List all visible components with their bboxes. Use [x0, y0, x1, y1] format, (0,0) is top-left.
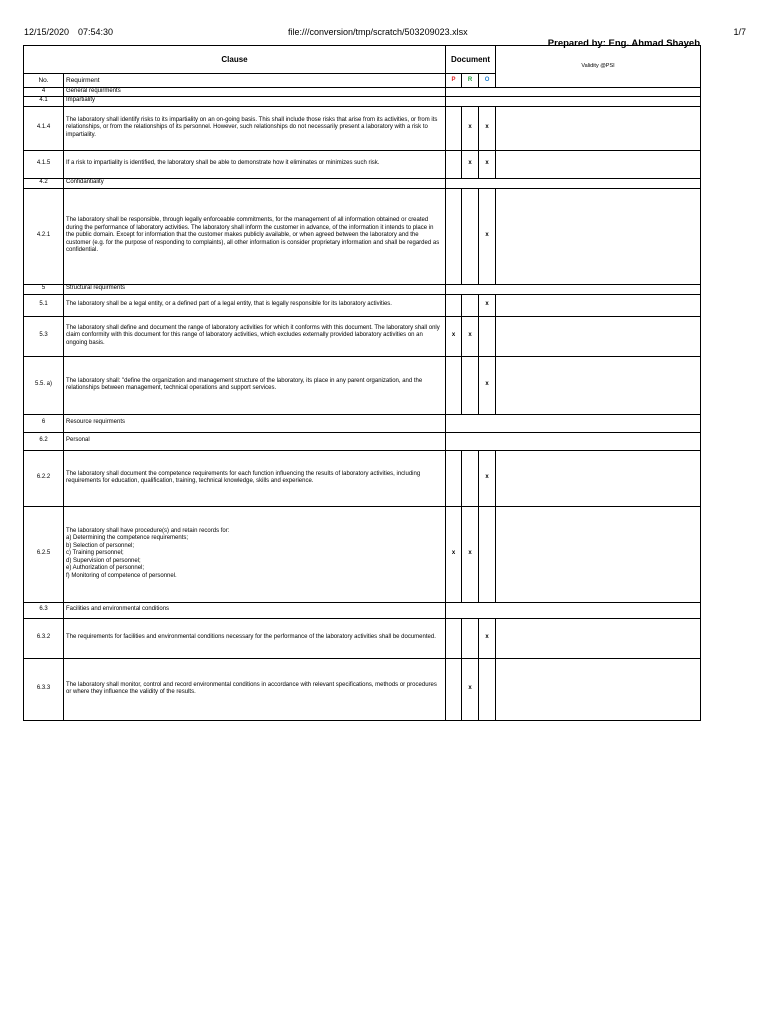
mark-r: x [462, 658, 479, 720]
mark-o: x [479, 188, 496, 284]
requirement-text: The laboratory shall have procedure(s) and retain records for: a) Determining the competence requirements; b) Selection of personnel; c) Training personnel; d) Supervision of personnel; e) Authorization of personnel; f) Monitoring of competence of personnel. [64, 506, 446, 602]
table-row [24, 284, 701, 294]
mark-o: x [479, 150, 496, 178]
section-spacer [446, 178, 701, 188]
mark-p: x [446, 316, 462, 356]
table-row [24, 618, 701, 658]
mark-p [446, 450, 462, 506]
clause-number: 6.3.3 [24, 658, 64, 720]
clause-number: 5.1 [24, 294, 64, 316]
requirement-text: The laboratory shall be a legal entity, or a defined part of a legal entity, that is legally responsible for its laboratory activities. [64, 294, 446, 316]
clause-header: Clause [24, 46, 446, 74]
section-spacer [446, 432, 701, 450]
requirement-text: Impartiality [64, 96, 446, 106]
validity-cell [496, 188, 701, 284]
mark-p [446, 356, 462, 414]
mark-o [479, 316, 496, 356]
table-row [24, 316, 701, 356]
table-row [24, 450, 701, 506]
table-row [24, 432, 701, 450]
mark-r: x [462, 506, 479, 602]
requirement-text: The laboratory shall document the competence requirements for each function influencing the results of laboratory activities, including requirements for education, qualification, training, technical knowledge, skills and experience. [64, 450, 446, 506]
mark-p [446, 294, 462, 316]
mark-o [479, 658, 496, 720]
col-p-header: P [446, 74, 462, 88]
mark-r: x [462, 106, 479, 150]
print-time: 07:54:30 [78, 27, 114, 37]
clause-number: 6.2.2 [24, 450, 64, 506]
requirements-table [23, 45, 701, 721]
requirement-text: The requirements for facilities and environmental conditions necessary for the performance of the laboratory activities shall be documented. [64, 618, 446, 658]
col-o-header: O [479, 74, 496, 88]
mark-o: x [479, 294, 496, 316]
mark-o: x [479, 450, 496, 506]
clause-number: 4.1 [24, 96, 64, 106]
requirement-text: Structural requirments [64, 284, 446, 294]
section-spacer [446, 602, 701, 618]
table-row [24, 106, 701, 150]
clause-number: 4 [24, 88, 64, 97]
table-row [24, 150, 701, 178]
validity-cell [496, 658, 701, 720]
requirement-text: If a risk to impartiality is identified, the laboratory shall be able to demonstrate how it eliminates or minimizes such risk. [64, 150, 446, 178]
validity-cell [496, 618, 701, 658]
section-spacer [446, 88, 701, 97]
requirement-text: The laboratory shall: "define the organization and management structure of the laboratory, its place in any parent organization, and the relationships between management, technical operations and support services. [64, 356, 446, 414]
print-date: 12/15/2020 [24, 27, 70, 37]
col-r-header: R [462, 74, 479, 88]
document-header: Document [446, 46, 496, 74]
clause-number: 5 [24, 284, 64, 294]
clause-number: 6.2 [24, 432, 64, 450]
mark-r [462, 356, 479, 414]
mark-p: x [446, 506, 462, 602]
mark-o [479, 506, 496, 602]
col-no-header: No. [24, 74, 64, 88]
table-row [24, 414, 701, 432]
mark-o: x [479, 618, 496, 658]
clause-number: 6 [24, 414, 64, 432]
mark-r: x [462, 150, 479, 178]
clause-number: 5.5. a) [24, 356, 64, 414]
prepared-by: Prepared by: Eng. Ahmad Shayeb [547, 38, 700, 49]
mark-p [446, 188, 462, 284]
mark-p [446, 618, 462, 658]
validity-cell [496, 316, 701, 356]
clause-number: 4.1.4 [24, 106, 64, 150]
table-row [24, 294, 701, 316]
requirement-text: The laboratory shall be responsible, through legally enforceable commitments, for the management of all information obtained or created during the performance of laboratory activities. The laboratory shall inform the customer in advance, of the information it intends to place in the public domain. Except for information that the customer makes publicly available, or when agreed between the laboratory and the customer (e.g. for the purpose of responding to complaints), all other information is consider proprietary information and shall be regarded as confidential. [64, 188, 446, 284]
requirement-text: General requirments [64, 88, 446, 97]
section-spacer [446, 96, 701, 106]
table-row [24, 602, 701, 618]
validity-cell [496, 356, 701, 414]
table-row [24, 658, 701, 720]
mark-o: x [479, 356, 496, 414]
section-spacer [446, 284, 701, 294]
requirement-text: Facilities and environmental conditions [64, 602, 446, 618]
mark-o: x [479, 106, 496, 150]
requirement-text: Resource requirments [64, 414, 446, 432]
validity-cell [496, 506, 701, 602]
table-row [24, 96, 701, 106]
mark-p [446, 658, 462, 720]
table-row [24, 188, 701, 284]
clause-number: 6.3.2 [24, 618, 64, 658]
table-row [24, 506, 701, 602]
requirement-text: The laboratory shall monitor, control and record environmental conditions in accordance with relevant specifications, methods or procedures or where they influence the validity of the results. [64, 658, 446, 720]
validity-cell [496, 106, 701, 150]
mark-r [462, 188, 479, 284]
col-requirement-header: Requirment [64, 74, 446, 88]
table-row [24, 178, 701, 188]
clause-number: 6.3 [24, 602, 64, 618]
validity-header: Validity @PSI [496, 46, 701, 88]
validity-cell [496, 450, 701, 506]
mark-p [446, 150, 462, 178]
requirement-text: The laboratory shall identify risks to its impartiality on an on-going basis. This shall include those risks that arise from its activities, or from its relationships, or from the relationships of its personnel. However, such relationships do not necessarily present a laboratory with a risk to impartiality. [64, 106, 446, 150]
table-row [24, 356, 701, 414]
table-header-row [24, 46, 701, 74]
file-path: file:///conversion/tmp/scratch/503209023.xlsx [288, 27, 468, 37]
requirement-text: Personal [64, 432, 446, 450]
mark-p [446, 106, 462, 150]
requirement-text: Confidantiality [64, 178, 446, 188]
table-row [24, 88, 701, 97]
clause-number: 5.3 [24, 316, 64, 356]
validity-cell [496, 294, 701, 316]
clause-number: 4.2 [24, 178, 64, 188]
mark-r: x [462, 316, 479, 356]
requirement-text: The laboratory shall define and document the range of laboratory activities for which it conforms with this document. The laboratory shall only claim conformity with this document for this range of laboratory activities, which excludes externally provided laboratory activities on an ongoing basis. [64, 316, 446, 356]
clause-number: 4.1.5 [24, 150, 64, 178]
page-number: 1/7 [733, 27, 746, 37]
section-spacer [446, 414, 701, 432]
clause-number: 6.2.5 [24, 506, 64, 602]
mark-r [462, 450, 479, 506]
clause-number: 4.2.1 [24, 188, 64, 284]
validity-cell [496, 150, 701, 178]
mark-r [462, 618, 479, 658]
mark-r [462, 294, 479, 316]
